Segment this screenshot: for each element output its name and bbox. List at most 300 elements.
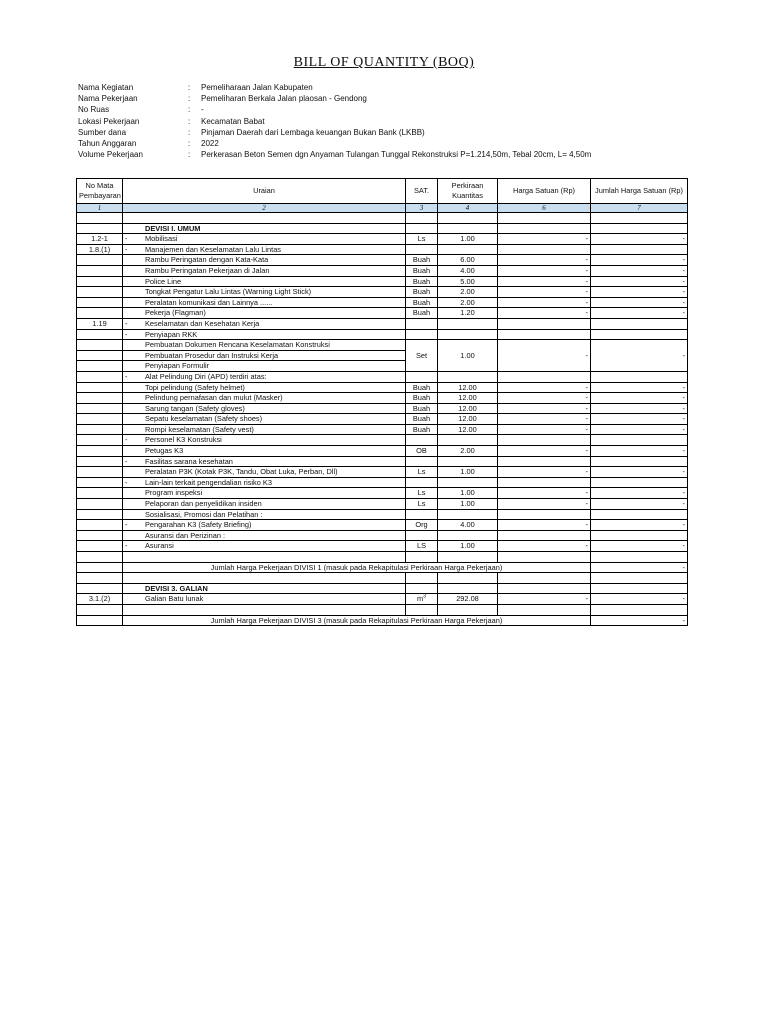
item-unit-price: - (498, 265, 591, 276)
item-unit: Ls (406, 488, 438, 499)
item-quantity: 12.00 (438, 424, 498, 435)
table-row (77, 456, 688, 467)
col-number: 4 (438, 204, 498, 213)
item-unit-price: - (498, 488, 591, 499)
item-description (123, 499, 406, 510)
table-row (77, 318, 688, 329)
item-unit: Org (406, 520, 438, 531)
item-total (591, 530, 688, 541)
item-total (591, 456, 688, 467)
item-unit-price: - (498, 382, 591, 393)
item-description-text: Tongkat Pengatur Lalu Lintas (Warning Light Stick) (145, 287, 312, 297)
table-row (77, 393, 688, 404)
item-quantity: 5.00 (438, 276, 498, 287)
info-colon: : (188, 94, 191, 104)
item-description (123, 308, 406, 319)
item-dash: - (125, 244, 128, 254)
item-quantity: 4.00 (438, 520, 498, 531)
item-unit-price (498, 213, 591, 224)
item-description (123, 361, 406, 372)
item-description (123, 318, 406, 329)
item-quantity: 2.00 (438, 287, 498, 298)
item-unit-price (498, 244, 591, 255)
item-description-text: Pelaporan dan penyelidikan insiden (145, 499, 262, 509)
item-description (123, 435, 406, 446)
item-unit-price (498, 456, 591, 467)
item-unit: Ls (406, 467, 438, 478)
item-unit-price: - (498, 276, 591, 287)
info-value: 2022 (201, 138, 219, 148)
info-label: Volume Pekerjaan (78, 150, 143, 160)
item-description-text: Asuransi dan Perizinan : (145, 530, 226, 540)
header-price: Harga Satuan (Rp) (498, 179, 591, 204)
subtotal-spacer (77, 562, 123, 573)
table-row (77, 446, 688, 457)
item-description-text: Pembuatan Dokumen Rencana Keselamatan Konstruksi (145, 340, 330, 350)
item-unit-price: - (498, 340, 591, 372)
item-description (123, 340, 406, 351)
info-colon: : (188, 116, 191, 126)
item-number: 1.2-1 (77, 234, 123, 245)
item-description (123, 265, 406, 276)
item-quantity: 1.00 (438, 488, 498, 499)
item-unit: Ls (406, 499, 438, 510)
item-description-text: Petugas K3 (145, 446, 184, 456)
item-total: - (591, 403, 688, 414)
subtotal-value: - (591, 615, 688, 626)
subtotal-row (77, 615, 688, 626)
item-dash: - (125, 318, 128, 328)
item-quantity: 4.00 (438, 265, 498, 276)
subtotal-label: Jumlah Harga Pekerjaan DIVISI 3 (masuk pada Rekapitulasi Perkiraan Harga Pekerjaan) (123, 615, 591, 626)
item-unit-price (498, 530, 591, 541)
item-description (123, 414, 406, 425)
item-total: - (591, 488, 688, 499)
item-dash: - (125, 541, 128, 551)
col-number: 2 (123, 204, 406, 213)
item-description-text: Asuransi (145, 541, 174, 551)
item-number (77, 541, 123, 552)
item-quantity: 292.08 (438, 594, 498, 605)
item-description-text: Sarung tangan (Safety gloves) (145, 403, 245, 413)
item-number (77, 223, 123, 234)
item-number (77, 499, 123, 510)
table-row (77, 488, 688, 499)
item-unit: Buah (406, 424, 438, 435)
item-quantity (438, 223, 498, 234)
item-quantity: 12.00 (438, 393, 498, 404)
item-unit-price (498, 583, 591, 594)
item-unit (406, 583, 438, 594)
item-description (123, 403, 406, 414)
item-description (123, 520, 406, 531)
table-row (77, 424, 688, 435)
item-unit (406, 329, 438, 340)
item-description (123, 467, 406, 478)
item-number (77, 477, 123, 488)
item-quantity: 1.00 (438, 541, 498, 552)
item-description (123, 488, 406, 499)
item-quantity (438, 435, 498, 446)
item-description-text: Pembuatan Prosedur dan Instruksi Kerja (145, 350, 279, 360)
item-number (77, 403, 123, 414)
item-number (77, 488, 123, 499)
item-unit (406, 552, 438, 563)
table-row (77, 371, 688, 382)
table-row (77, 552, 688, 563)
item-unit: Buah (406, 382, 438, 393)
item-number (77, 467, 123, 478)
item-description (123, 223, 406, 234)
item-unit: Buah (406, 393, 438, 404)
item-quantity: 12.00 (438, 403, 498, 414)
table-row (77, 499, 688, 510)
item-dash: - (125, 520, 128, 530)
subtotal-label: Jumlah Harga Pekerjaan DIVISI 1 (masuk pada Rekapitulasi Perkiraan Harga Pekerjaan) (123, 562, 591, 573)
info-colon: : (188, 105, 191, 115)
info-value: Pemeliharaan Jalan Kabupaten (201, 83, 313, 92)
item-unit: Buah (406, 255, 438, 266)
item-unit-price: - (498, 393, 591, 404)
item-description-text: Program inspeksi (145, 488, 203, 498)
item-unit-price (498, 573, 591, 584)
item-unit: Set (406, 340, 438, 372)
item-quantity: 12.00 (438, 382, 498, 393)
item-unit-price (498, 552, 591, 563)
item-unit-price (498, 604, 591, 615)
item-unit: OB (406, 446, 438, 457)
item-total (591, 573, 688, 584)
item-description (123, 583, 406, 594)
item-dash: - (125, 477, 128, 487)
item-description-text: Keselamatan dan Kesehatan Kerja (145, 318, 260, 328)
item-unit: Buah (406, 287, 438, 298)
table-row (77, 435, 688, 446)
info-label: Lokasi Pekerjaan (78, 116, 140, 126)
item-quantity (438, 552, 498, 563)
item-description-text: Fasilitas sarana kesehatan (145, 456, 233, 466)
item-description-text: Police Line (145, 276, 182, 286)
item-description (123, 255, 406, 266)
col-number: 6 (498, 204, 591, 213)
info-row (78, 104, 758, 115)
item-total: - (591, 255, 688, 266)
table-row (77, 403, 688, 414)
item-quantity (438, 244, 498, 255)
info-value: Pemeliharan Berkala Jalan plaosan - Gendong (201, 94, 367, 104)
item-unit (406, 530, 438, 541)
item-quantity (438, 318, 498, 329)
item-dash: - (125, 329, 128, 339)
unit-superscript: 3 (423, 593, 426, 600)
table-row (77, 382, 688, 393)
info-colon: : (188, 138, 191, 148)
item-description (123, 456, 406, 467)
item-total (591, 371, 688, 382)
project-info (78, 82, 758, 160)
item-description (123, 446, 406, 457)
item-total: - (591, 308, 688, 319)
item-total: - (591, 265, 688, 276)
item-description (123, 244, 406, 255)
item-number (77, 456, 123, 467)
col-number: 1 (77, 204, 123, 213)
table-row (77, 329, 688, 340)
item-quantity (438, 329, 498, 340)
item-total (591, 318, 688, 329)
item-number (77, 583, 123, 594)
item-quantity (438, 573, 498, 584)
item-number (77, 530, 123, 541)
item-description-text: Alat Pelindung Diri (APD) terdiri atas: (145, 371, 267, 381)
item-description-text: Pelindung pernafasan dan mulut (Masker) (145, 393, 283, 403)
item-quantity (438, 456, 498, 467)
header-qty: Perkiraan Kuantitas (438, 179, 498, 204)
item-number (77, 520, 123, 531)
item-total (591, 583, 688, 594)
item-quantity: 1.20 (438, 308, 498, 319)
item-number (77, 509, 123, 520)
item-total: - (591, 467, 688, 478)
item-description (123, 350, 406, 361)
item-number (77, 213, 123, 224)
item-quantity (438, 371, 498, 382)
item-unit-price: - (498, 520, 591, 531)
item-unit-price: - (498, 255, 591, 266)
item-number (77, 446, 123, 457)
info-label: Sumber dana (78, 127, 127, 137)
table-row (77, 223, 688, 234)
item-description (123, 552, 406, 563)
item-quantity: 12.00 (438, 414, 498, 425)
unit-base: m (417, 594, 424, 604)
item-unit (406, 573, 438, 584)
table-header-row (77, 179, 688, 204)
item-description-text: Sepatu keselamatan (Safety shoes) (145, 414, 263, 424)
item-number (77, 552, 123, 563)
item-number (77, 573, 123, 584)
item-number (77, 393, 123, 404)
item-description (123, 477, 406, 488)
subtotal-row (77, 562, 688, 573)
info-row (78, 93, 758, 104)
item-unit-price (498, 371, 591, 382)
item-number (77, 287, 123, 298)
table-row (77, 583, 688, 594)
item-unit: Buah (406, 297, 438, 308)
item-description (123, 287, 406, 298)
item-number: 1.8.(1) (77, 244, 123, 255)
item-quantity (438, 530, 498, 541)
item-number (77, 424, 123, 435)
col-number: 3 (406, 204, 438, 213)
item-description-text: Lain-lain terkait pengendalian risiko K3 (145, 477, 272, 487)
table-row (77, 308, 688, 319)
item-total (591, 244, 688, 255)
item-description-text: Rambu Peringatan Pekerjaan di Jalan (145, 265, 270, 275)
item-description (123, 393, 406, 404)
item-total: - (591, 393, 688, 404)
item-number (77, 276, 123, 287)
info-row (78, 138, 758, 149)
item-number: 3.1.(2) (77, 594, 123, 605)
item-unit (406, 244, 438, 255)
table-row (77, 509, 688, 520)
item-dash: - (125, 456, 128, 466)
info-row (78, 82, 758, 93)
item-description-text: Rambu Peringatan dengan Kata-Kata (145, 255, 269, 265)
header-sat: SAT. (406, 179, 438, 204)
table-row (77, 276, 688, 287)
info-value: - (201, 105, 204, 115)
item-unit-price: - (498, 308, 591, 319)
item-total: - (591, 287, 688, 298)
info-value: Perkerasan Beton Semen dgn Anyaman Tulangan Tunggal Rekonstruksi P=1.214,50m, Tebal 20cm, L= 4,50m (201, 150, 592, 160)
item-number (77, 361, 123, 372)
item-number (77, 329, 123, 340)
item-unit-price: - (498, 414, 591, 425)
item-description-text: DEVISI I. UMUM (145, 223, 201, 233)
item-unit (406, 318, 438, 329)
item-unit: LS (406, 541, 438, 552)
info-label: No Ruas (78, 105, 110, 115)
info-label: Tahun Anggaran (78, 138, 137, 148)
item-description (123, 530, 406, 541)
info-colon: : (188, 83, 191, 92)
table-row (77, 265, 688, 276)
item-description-text: Rompi keselamatan (Safety vest) (145, 424, 254, 434)
item-number (77, 297, 123, 308)
item-unit (406, 604, 438, 615)
item-unit (406, 213, 438, 224)
item-description (123, 604, 406, 615)
item-total: - (591, 499, 688, 510)
item-unit-price (498, 477, 591, 488)
item-unit-price (498, 435, 591, 446)
item-description-text: Penyiapan Formulir (145, 361, 210, 371)
item-total: - (591, 234, 688, 245)
item-unit: Buah (406, 403, 438, 414)
item-total (591, 477, 688, 488)
document-title: BILL OF QUANTITY (BOQ) (293, 55, 475, 70)
item-unit: Buah (406, 414, 438, 425)
info-label: Nama Kegiatan (78, 83, 134, 92)
item-unit: Buah (406, 308, 438, 319)
item-description (123, 541, 406, 552)
item-dash: - (125, 234, 128, 244)
col-number: 7 (591, 204, 688, 213)
table-row (77, 213, 688, 224)
item-description-text: Galian Batu lunak (145, 594, 204, 604)
item-unit (406, 435, 438, 446)
item-number (77, 308, 123, 319)
item-number (77, 382, 123, 393)
item-unit-price: - (498, 446, 591, 457)
item-quantity: 2.00 (438, 297, 498, 308)
item-number (77, 350, 123, 361)
table-row (77, 287, 688, 298)
item-unit-price: - (498, 234, 591, 245)
item-number (77, 604, 123, 615)
item-total (591, 552, 688, 563)
item-total: - (591, 382, 688, 393)
item-unit (406, 371, 438, 382)
item-quantity: 2.00 (438, 446, 498, 457)
table-row (77, 340, 688, 351)
item-description-text: Manajemen dan Keselamatan Lalu Lintas (145, 244, 281, 254)
table-row (77, 573, 688, 584)
item-number (77, 414, 123, 425)
item-unit-price: - (498, 467, 591, 478)
item-quantity (438, 583, 498, 594)
item-number (77, 340, 123, 351)
item-quantity: 1.00 (438, 467, 498, 478)
item-description (123, 234, 406, 245)
item-number: 1.19 (77, 318, 123, 329)
item-dash: - (125, 371, 128, 381)
header-no: No Mata Pembayaran (77, 179, 123, 204)
boq-table (76, 178, 688, 626)
item-number (77, 435, 123, 446)
item-total (591, 223, 688, 234)
item-description-text: Personel K3 Konstruksi (145, 435, 222, 445)
table-row (77, 520, 688, 531)
item-description-text: Sosialisasi, Promosi dan Pelatihan : (145, 509, 263, 519)
item-description (123, 297, 406, 308)
item-quantity (438, 604, 498, 615)
table-row (77, 414, 688, 425)
item-number (77, 265, 123, 276)
header-total: Jumlah Harga Satuan (Rp) (591, 179, 688, 204)
item-dash: - (125, 435, 128, 445)
item-description-text: Pekerja (Flagman) (145, 308, 206, 318)
item-description (123, 382, 406, 393)
table-row (77, 244, 688, 255)
item-description (123, 371, 406, 382)
subtotal-spacer (77, 615, 123, 626)
item-unit: Buah (406, 265, 438, 276)
item-number (77, 255, 123, 266)
table-row (77, 530, 688, 541)
info-colon: : (188, 150, 191, 160)
item-unit: Buah (406, 276, 438, 287)
table-row (77, 255, 688, 266)
item-unit-price: - (498, 541, 591, 552)
table-row (77, 467, 688, 478)
info-colon: : (188, 127, 191, 137)
item-description (123, 594, 406, 605)
item-quantity: 1.00 (438, 340, 498, 372)
item-unit-price: - (498, 297, 591, 308)
item-total (591, 213, 688, 224)
item-unit-price: - (498, 594, 591, 605)
item-unit-price (498, 329, 591, 340)
info-label: Nama Pekerjaan (78, 94, 138, 104)
item-description (123, 424, 406, 435)
item-description (123, 573, 406, 584)
header-uraian: Uraian (123, 179, 406, 204)
item-total (591, 509, 688, 520)
item-unit (406, 223, 438, 234)
table-row (77, 234, 688, 245)
item-description (123, 276, 406, 287)
table-row (77, 541, 688, 552)
item-quantity (438, 477, 498, 488)
item-total: - (591, 446, 688, 457)
item-description (123, 509, 406, 520)
item-number (77, 371, 123, 382)
table-row (77, 604, 688, 615)
